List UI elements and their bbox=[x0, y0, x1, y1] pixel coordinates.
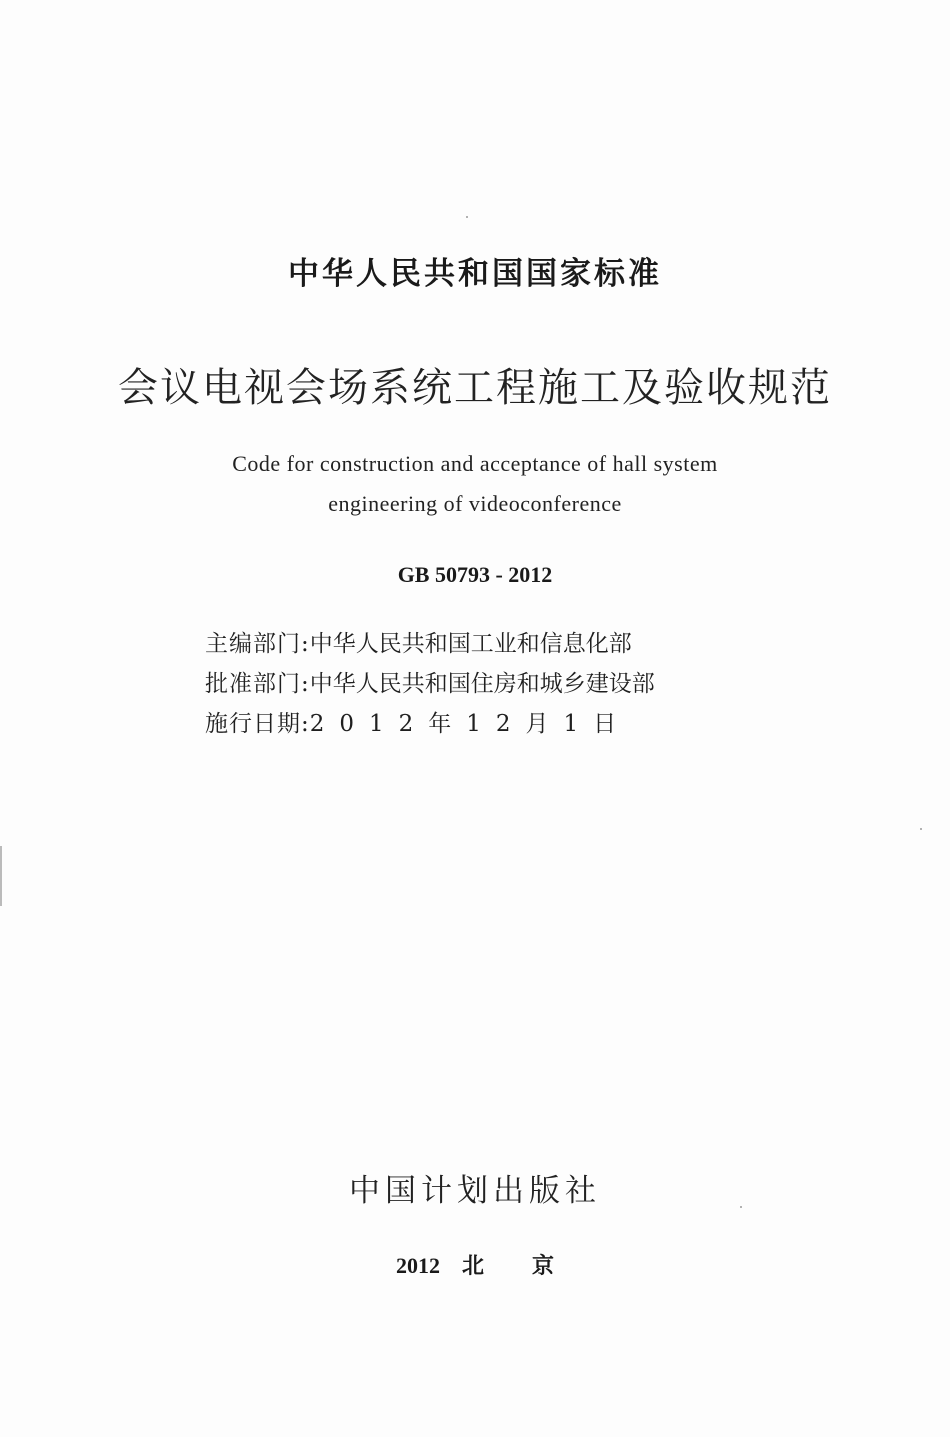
info-value: 中华人民共和国住房和城乡建设部 bbox=[309, 671, 655, 697]
info-value: 中华人民共和国工业和信息化部 bbox=[309, 631, 632, 657]
standard-code: GB 50793 - 2012 bbox=[397, 562, 553, 587]
scan-speck bbox=[920, 828, 922, 830]
publisher-name: 中国计划出版社 bbox=[349, 1173, 601, 1209]
chief-editor-department-row bbox=[205, 624, 655, 664]
scan-edge-mark bbox=[0, 846, 2, 906]
info-label: 施行日期: bbox=[205, 711, 310, 737]
standard-series-heading: 中华人民共和国国家标准 bbox=[288, 256, 662, 292]
document-title-chinese: 会议电视会场系统工程施工及验收规范 bbox=[118, 365, 832, 411]
title-english-line-2: engineering of videoconference bbox=[328, 491, 622, 516]
title-english-line-1: Code for construction and acceptance of hall system bbox=[232, 451, 718, 476]
document-title-english bbox=[0, 444, 950, 524]
info-label: 批准部门: bbox=[205, 671, 310, 697]
info-label: 主编部门: bbox=[205, 631, 310, 657]
issuing-info-block bbox=[205, 624, 655, 744]
publication-city: 北京 bbox=[461, 1253, 602, 1279]
publication-year: 2012 bbox=[395, 1253, 440, 1278]
info-value: 2012年12月1日 bbox=[309, 711, 632, 737]
scan-speck bbox=[466, 216, 468, 218]
publication-year-and-city bbox=[0, 1248, 950, 1284]
implementation-date-row bbox=[205, 704, 655, 744]
approval-department-row bbox=[205, 664, 655, 704]
